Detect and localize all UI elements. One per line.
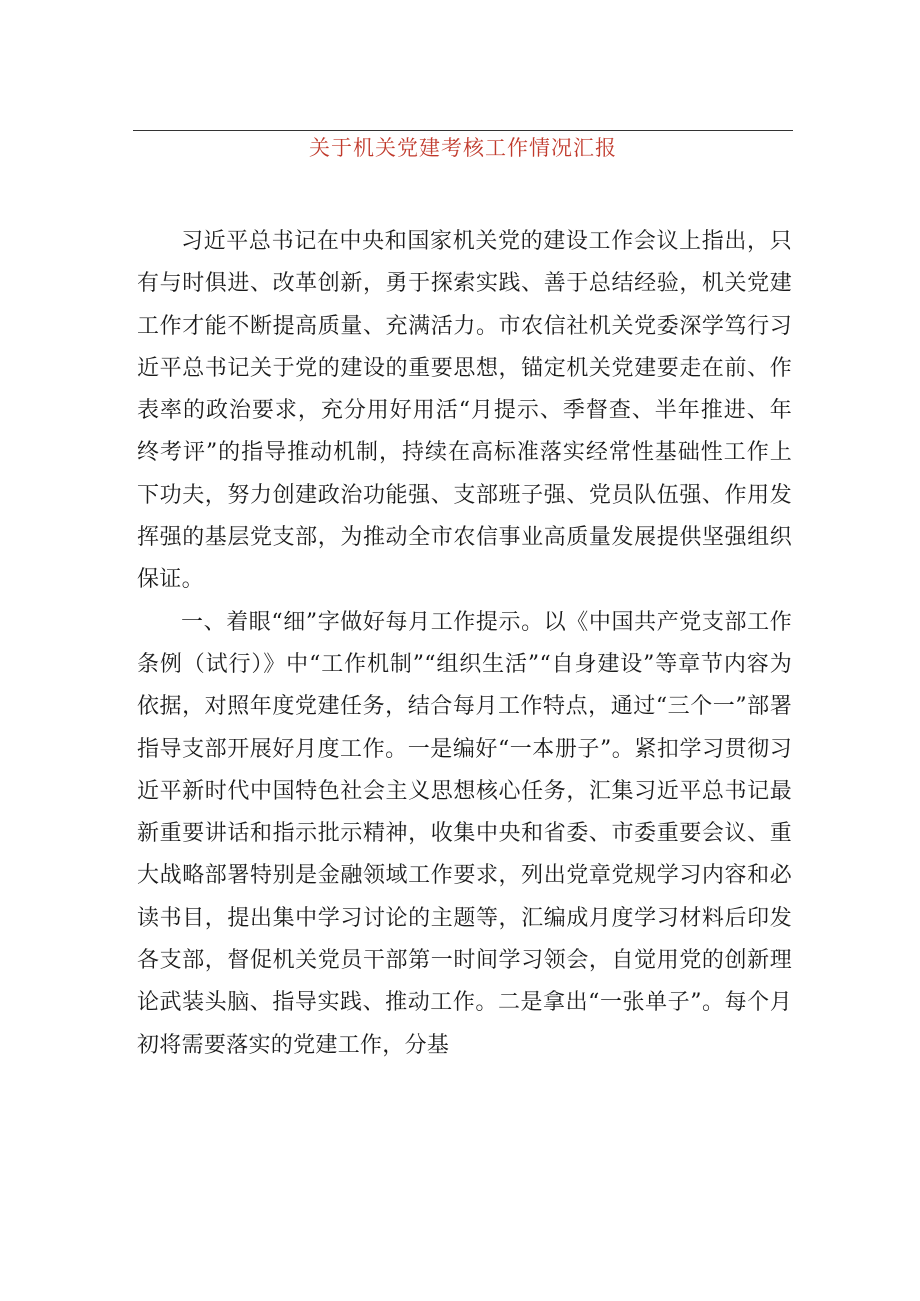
document-title: 关于机关党建考核工作情况汇报 — [309, 136, 617, 160]
body-paragraph: 习近平总书记在中央和国家机关党的建设工作会议上指出，只有与时俱进、改革创新，勇于探索实践、善于总结经验，机关党建工作才能不断提高质量、充满活力。市农信社机关党委深学笃行习近平总书记关于党的建设的重要思想，锚定机关党建要走在前、作表率的政治要求，充分用好用活“月提示、季督查、半年推进、年终考评”的指导推动机制，持续在高标准落实经常性基础性工作上下功夫，努力创建政治功能强、支部班子强、党员队伍强、作用发挥强的基层党支部，为推动全市农信事业高质量发展提供坚强组织保证。 — [137, 229, 792, 593]
body-paragraph: 一、着眼“细”字做好每月工作提示。以《中国共产党支部工作条例（试行）》中“工作机制”“组织生活”“自身建设”等章节内容为依据，对照年度党建任务，结合每月工作特点，通过“三个一”部署指导支部开展好月度工作。一是编好“一本册子”。紧扣学习贯彻习近平新时代中国特色社会主义思想核心任务，汇集习近平总书记最新重要讲话和指示批示精神，收集中央和省委、市委重要会议、重大战略部署特别是金融领域工作要求，列出党章党规学习内容和必读书目，提出集中学习讨论的主题等，汇编成月度学习材料后印发各支部，督促机关党员干部第一时间学习领会，自觉用党的创新理论武装头脑、指导实践、推动工作。二是拿出“一张单子”。每个月初将需要落实的党建工作，分基 — [137, 609, 792, 1058]
document-body — [137, 221, 792, 1067]
header-rule — [133, 130, 793, 131]
